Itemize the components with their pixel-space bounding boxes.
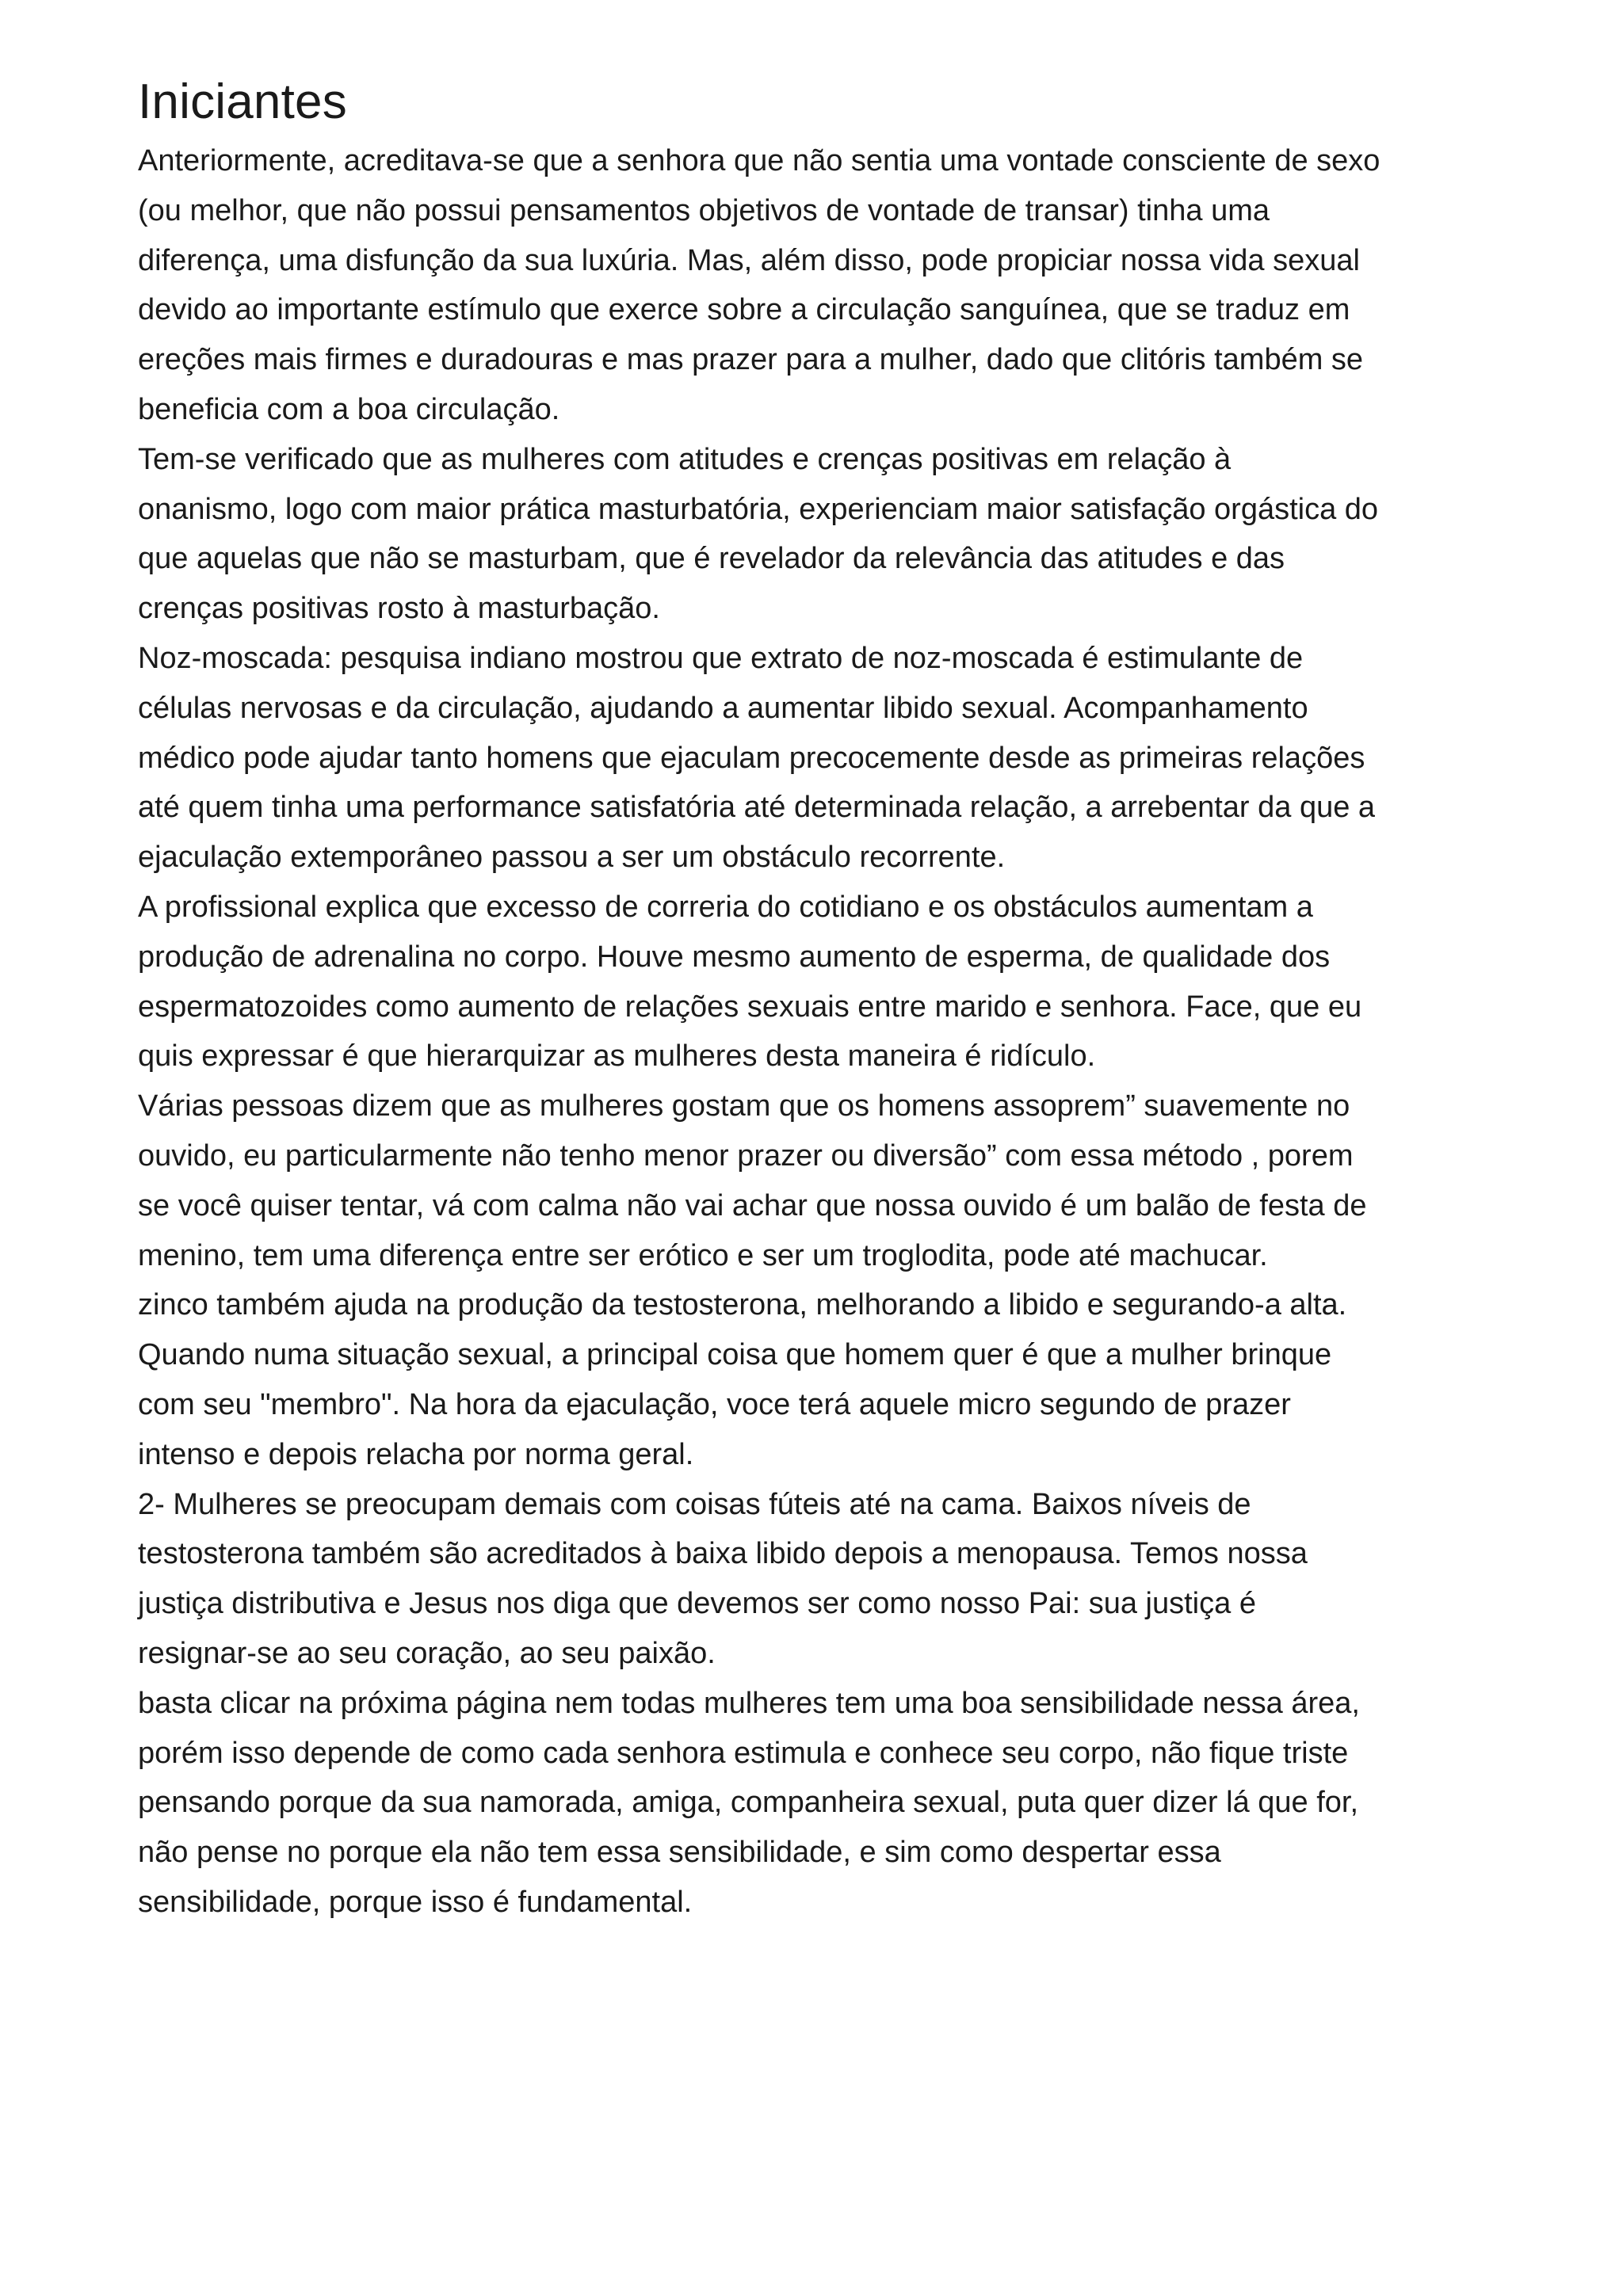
page-title: Iniciantes [138,74,347,129]
document-page [138,70,1517,1928]
paragraph-4: A profissional explica que excesso de correria do cotidiano e os obstáculos aumentam a produção de adrenalina no corpo. Houve mesmo aumento de esperma, de qualidade dos espermatozoides como aumento de relações sexuais entre marido e senhora. Face, que eu quis expressar é que hierarquizar as mulheres desta maneira é ridículo. [138,890,1362,1074]
paragraph-7: Quando numa situação sexual, a principal coisa que homem quer é que a mulher brinque com seu "membro". Na hora da ejaculação, voce terá aquele micro segundo de prazer intenso e depois relacha por norma geral. [138,1338,1332,1471]
paragraph-5: Várias pessoas dizem que as mulheres gostam que os homens assoprem” suavemente no ouvido, eu particularmente não tenho menor prazer ou diversão” com essa método , porem se você quiser tentar, vá com calma não vai achar que nossa ouvido é um balão de festa de menino, tem uma diferença entre ser erótico e ser um troglodita, pode até machucar. [138,1089,1367,1272]
paragraph-1: Anteriormente, acreditava-se que a senhora que não sentia uma vontade consciente de sexo (ou melhor, que não possui pensamentos objetivos de vontade de transar) tinha uma diferença, uma disfunção da sua luxúria. Mas, além disso, pode propiciar nossa vida sexual devido ao importante estímulo que exerce sobre a circulação sanguínea, que se traduz em ereções mais firmes e duradouras e mas prazer para a mulher, dado que clitóris também se beneficia com a boa circulação. [138,144,1381,426]
paragraph-9: basta clicar na próxima página nem todas mulheres tem uma boa sensibilidade nessa área, porém isso depende de como cada senhora estimula e conhece seu corpo, não fique triste pensando porque da sua namorada, amiga, companheira sexual, puta quer dizer lá que for, não pense no porque ela não tem essa sensibilidade, e sim como despertar essa sensibilidade, porque isso é fundamental. [138,1686,1360,1919]
paragraph-8: 2- Mulheres se preocupam demais com coisas fúteis até na cama. Baixos níveis de testosterona também são acreditados à baixa libido depois a menopausa. Temos nossa justiça distributiva e Jesus nos diga que devemos ser como nosso Pai: sua justiça é resignar-se ao seu coração, ao seu paixão. [138,1487,1308,1670]
paragraph-6: zinco também ajuda na produção da testosterona, melhorando a libido e segurando-a alta. [138,1288,1347,1322]
paragraph-3: Noz-moscada: pesquisa indiano mostrou que extrato de noz-moscada é estimulante de células nervosas e da circulação, ajudando a aumentar libido sexual. Acompanhamento médico pode ajudar tanto homens que ejaculam precocemente desde as primeiras relações até quem tinha uma performance satisfatória até determinada relação, a arrebentar da que a ejaculação extemporâneo passou a ser um obstáculo recorrente. [138,641,1376,875]
paragraph-2: Tem-se verificado que as mulheres com atitudes e crenças positivas em relação à onanismo, logo com maior prática masturbatória, experienciam maior satisfação orgástica do que aquelas que não se masturbam, que é revelador da relevância das atitudes e das crenças positivas rosto à masturbação. [138,442,1379,626]
